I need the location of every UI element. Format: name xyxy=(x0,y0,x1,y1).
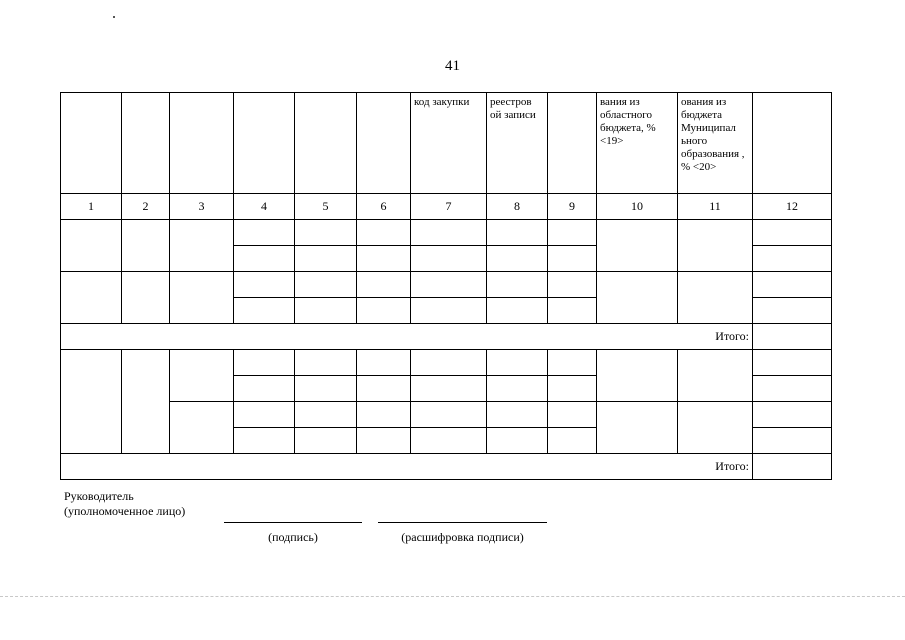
column-number: 2 xyxy=(122,194,170,220)
table-cell xyxy=(170,402,234,454)
table-row xyxy=(61,402,832,428)
total-value-cell xyxy=(753,454,832,480)
table-cell xyxy=(170,220,234,272)
table-cell xyxy=(548,350,597,376)
table-cell xyxy=(170,350,234,402)
table-cell xyxy=(357,428,411,454)
table-cell xyxy=(487,376,548,402)
column-number: 5 xyxy=(295,194,357,220)
table-cell xyxy=(357,298,411,324)
table-cell xyxy=(295,428,357,454)
column-number: 10 xyxy=(597,194,678,220)
table-cell xyxy=(234,428,295,454)
table-cell xyxy=(234,402,295,428)
table-cell xyxy=(411,220,487,246)
table-cell xyxy=(487,298,548,324)
header-cell xyxy=(753,93,832,194)
table-cell xyxy=(411,272,487,298)
table-cell xyxy=(234,298,295,324)
table-cell xyxy=(597,350,678,402)
scan-speck xyxy=(113,16,115,18)
table-cell xyxy=(678,402,753,454)
header-cell-purchase-code: код закупки xyxy=(411,93,487,194)
header-cell xyxy=(295,93,357,194)
table-cell xyxy=(234,272,295,298)
table-cell xyxy=(357,350,411,376)
table-cell xyxy=(61,272,122,324)
table-cell xyxy=(597,220,678,272)
header-cell xyxy=(357,93,411,194)
table-cell xyxy=(753,298,832,324)
signature-caption: (подпись) xyxy=(268,530,318,544)
signatory-role: Руководитель xyxy=(64,489,134,503)
header-cell-registry-entry: реестров ой записи xyxy=(487,93,548,194)
table-row xyxy=(61,272,832,298)
table-cell xyxy=(487,272,548,298)
table-cell xyxy=(753,376,832,402)
total-label: Итого: xyxy=(61,454,753,480)
column-number: 4 xyxy=(234,194,295,220)
header-cell xyxy=(548,93,597,194)
total-row xyxy=(61,454,832,480)
column-number: 8 xyxy=(487,194,548,220)
column-number: 3 xyxy=(170,194,234,220)
table-cell xyxy=(487,428,548,454)
table-cell xyxy=(122,220,170,272)
total-label: Итого: xyxy=(61,324,753,350)
total-row xyxy=(61,324,832,350)
table-cell xyxy=(548,246,597,272)
table-cell xyxy=(122,350,170,454)
table-cell xyxy=(597,272,678,324)
table-cell xyxy=(234,350,295,376)
table-row xyxy=(61,220,832,246)
table-cell xyxy=(487,402,548,428)
table-cell xyxy=(678,350,753,402)
table-cell xyxy=(753,428,832,454)
table-cell xyxy=(295,350,357,376)
table-cell xyxy=(487,220,548,246)
table-cell xyxy=(548,428,597,454)
header-cell xyxy=(122,93,170,194)
table-cell xyxy=(61,220,122,272)
table-cell xyxy=(487,246,548,272)
column-number: 9 xyxy=(548,194,597,220)
table-cell xyxy=(753,272,832,298)
table-cell xyxy=(411,350,487,376)
signatory-role-note: (уполномоченное лицо) xyxy=(64,504,186,518)
column-number: 1 xyxy=(61,194,122,220)
table-cell xyxy=(170,272,234,324)
table-cell xyxy=(234,376,295,402)
table-cell xyxy=(548,402,597,428)
header-row xyxy=(61,93,832,194)
table-cell xyxy=(411,428,487,454)
table-cell xyxy=(295,246,357,272)
header-cell xyxy=(234,93,295,194)
table-cell xyxy=(357,376,411,402)
table-cell xyxy=(357,220,411,246)
table-cell xyxy=(678,220,753,272)
signature-line xyxy=(224,522,362,523)
table-cell xyxy=(678,272,753,324)
table-cell xyxy=(411,246,487,272)
total-value-cell xyxy=(753,324,832,350)
table-cell xyxy=(357,272,411,298)
table-cell xyxy=(548,220,597,246)
column-number: 7 xyxy=(411,194,487,220)
table-cell xyxy=(295,272,357,298)
header-cell xyxy=(170,93,234,194)
scan-artifact-line xyxy=(0,596,905,597)
table-cell xyxy=(122,272,170,324)
table-cell xyxy=(753,402,832,428)
table-cell xyxy=(753,350,832,376)
table-cell xyxy=(411,376,487,402)
page-number: 41 xyxy=(445,58,460,74)
column-number-row xyxy=(61,194,832,220)
table-cell xyxy=(597,402,678,454)
table-cell xyxy=(357,402,411,428)
table-cell xyxy=(548,298,597,324)
table-cell xyxy=(548,376,597,402)
table-cell xyxy=(357,246,411,272)
table-cell xyxy=(295,298,357,324)
column-number: 6 xyxy=(357,194,411,220)
table-cell xyxy=(295,220,357,246)
table-cell xyxy=(411,402,487,428)
table-cell xyxy=(548,272,597,298)
table-row xyxy=(61,350,832,376)
table-cell xyxy=(295,376,357,402)
table-cell xyxy=(234,220,295,246)
table-cell xyxy=(295,402,357,428)
column-number: 11 xyxy=(678,194,753,220)
transcript-line xyxy=(378,522,547,523)
column-number: 12 xyxy=(753,194,832,220)
table-cell xyxy=(234,246,295,272)
header-cell xyxy=(61,93,122,194)
transcript-caption: (расшифровка подписи) xyxy=(401,530,524,544)
table-cell xyxy=(753,246,832,272)
table-cell xyxy=(753,220,832,246)
header-cell-regional-budget-share: вания из областного бюджета, % <19> xyxy=(597,93,678,194)
signatory-block xyxy=(64,489,185,519)
table-cell xyxy=(61,350,122,454)
budget-table xyxy=(60,92,832,480)
table-cell xyxy=(411,298,487,324)
header-cell-municipal-budget-share: ования из бюджета Муниципал ьного образования , % <20> xyxy=(678,93,753,194)
table-cell xyxy=(487,350,548,376)
